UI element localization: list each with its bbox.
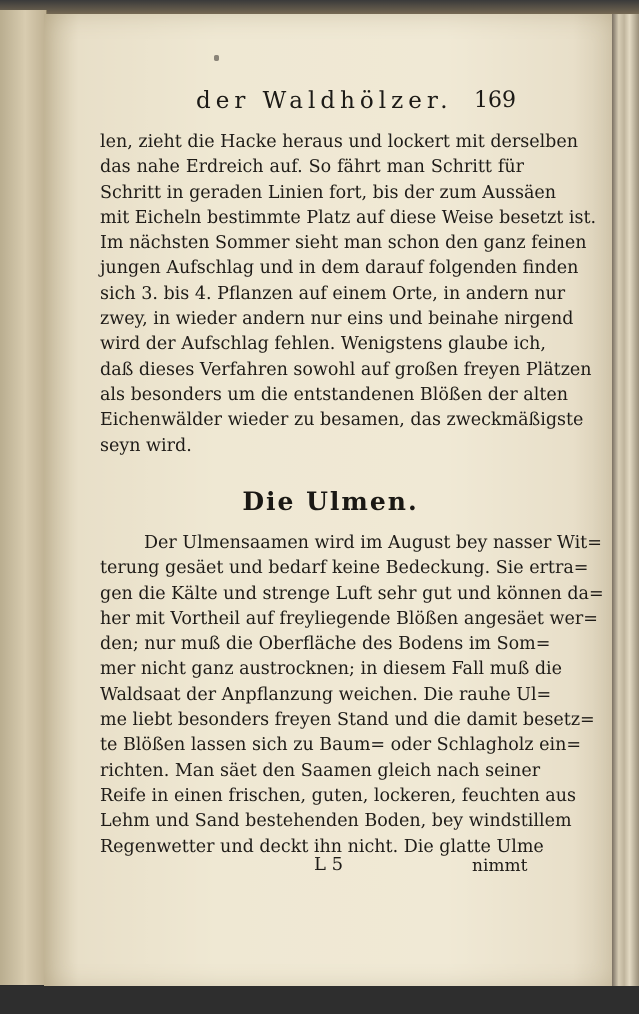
text-line: das nahe Erdreich auf. So fährt man Schritt für <box>100 157 524 178</box>
text-line: len, zieht die Hacke heraus und lockert mit derselben <box>100 132 579 152</box>
text-line: Lehm und Sand bestehenden Boden, bey windstillem <box>100 811 572 832</box>
text-line: sich 3. bis 4. Pflanzen auf einem Orte, in andern nur <box>100 283 566 304</box>
text-line: mer nicht ganz austrocknen; in diesem Fall muß die <box>100 659 562 680</box>
text-line: her mit Vortheil auf freyliegende Blößen angesäet wer= <box>100 608 598 629</box>
text-line: Im nächsten Sommer sieht man schon den ganz feinen <box>100 233 587 254</box>
text-line: gen die Kälte und strenge Luft sehr gut und können da= <box>100 583 604 604</box>
text-line: Der Ulmensaamen wird im August bey nasser Wit= <box>144 533 602 553</box>
paper-speck <box>214 55 219 61</box>
text-line: me liebt besonders freyen Stand und die damit besetz= <box>100 710 595 731</box>
page-number: 169 <box>474 88 516 113</box>
text-line: richten. Man säet den Saamen gleich nach seiner <box>100 760 541 781</box>
text-line: wird der Aufschlag fehlen. Wenigstens glaube ich, <box>100 334 546 355</box>
text-line: zwey, in wieder andern nur eins und beinahe nirgend <box>100 309 574 330</box>
section-heading-text: Die Ulmen. <box>242 487 419 516</box>
scan-bottom-edge <box>0 986 639 1014</box>
text-line: seyn wird. <box>100 435 192 456</box>
text-line: Regenwetter und deckt ihn nicht. Die glatte Ulme <box>100 836 544 857</box>
text-line: daß dieses Verfahren sowohl auf großen freyen Plätzen <box>100 359 592 380</box>
text-line: terung gesäet und bedarf keine Bedeckung. Sie ertra= <box>100 558 589 579</box>
section-heading <box>0 487 639 516</box>
printer-signature-mark: L 5 <box>314 854 344 875</box>
text-line: Waldsaat der Anpflanzung weichen. Die rauhe Ul= <box>100 684 552 705</box>
text-line: te Blößen lassen sich zu Baum= oder Schlagholz ein= <box>100 735 582 756</box>
text-line: als besonders um die entstandenen Blößen der alten <box>100 384 568 405</box>
running-head: der Waldhölzer. <box>196 88 453 114</box>
text-line: Eichenwälder wieder zu besamen, das zweckmäßigste <box>100 410 584 431</box>
page-header <box>196 88 516 118</box>
text-line: Reife in einen frischen, guten, lockeren, feuchten aus <box>100 785 576 806</box>
paragraph-oak-sowing <box>100 130 597 459</box>
text-line: mit Eicheln bestimmte Platz auf diese Weise besetzt ist. <box>100 207 597 228</box>
text-line: den; nur muß die Oberfläche des Bodens im Som= <box>100 634 551 655</box>
paragraph-elm-sowing <box>100 531 604 860</box>
catchword: nimmt <box>472 856 528 876</box>
text-line: jungen Aufschlag und in dem darauf folgenden finden <box>100 258 579 279</box>
text-line: Schritt in geraden Linien fort, bis der zum Aussäen <box>100 182 557 203</box>
